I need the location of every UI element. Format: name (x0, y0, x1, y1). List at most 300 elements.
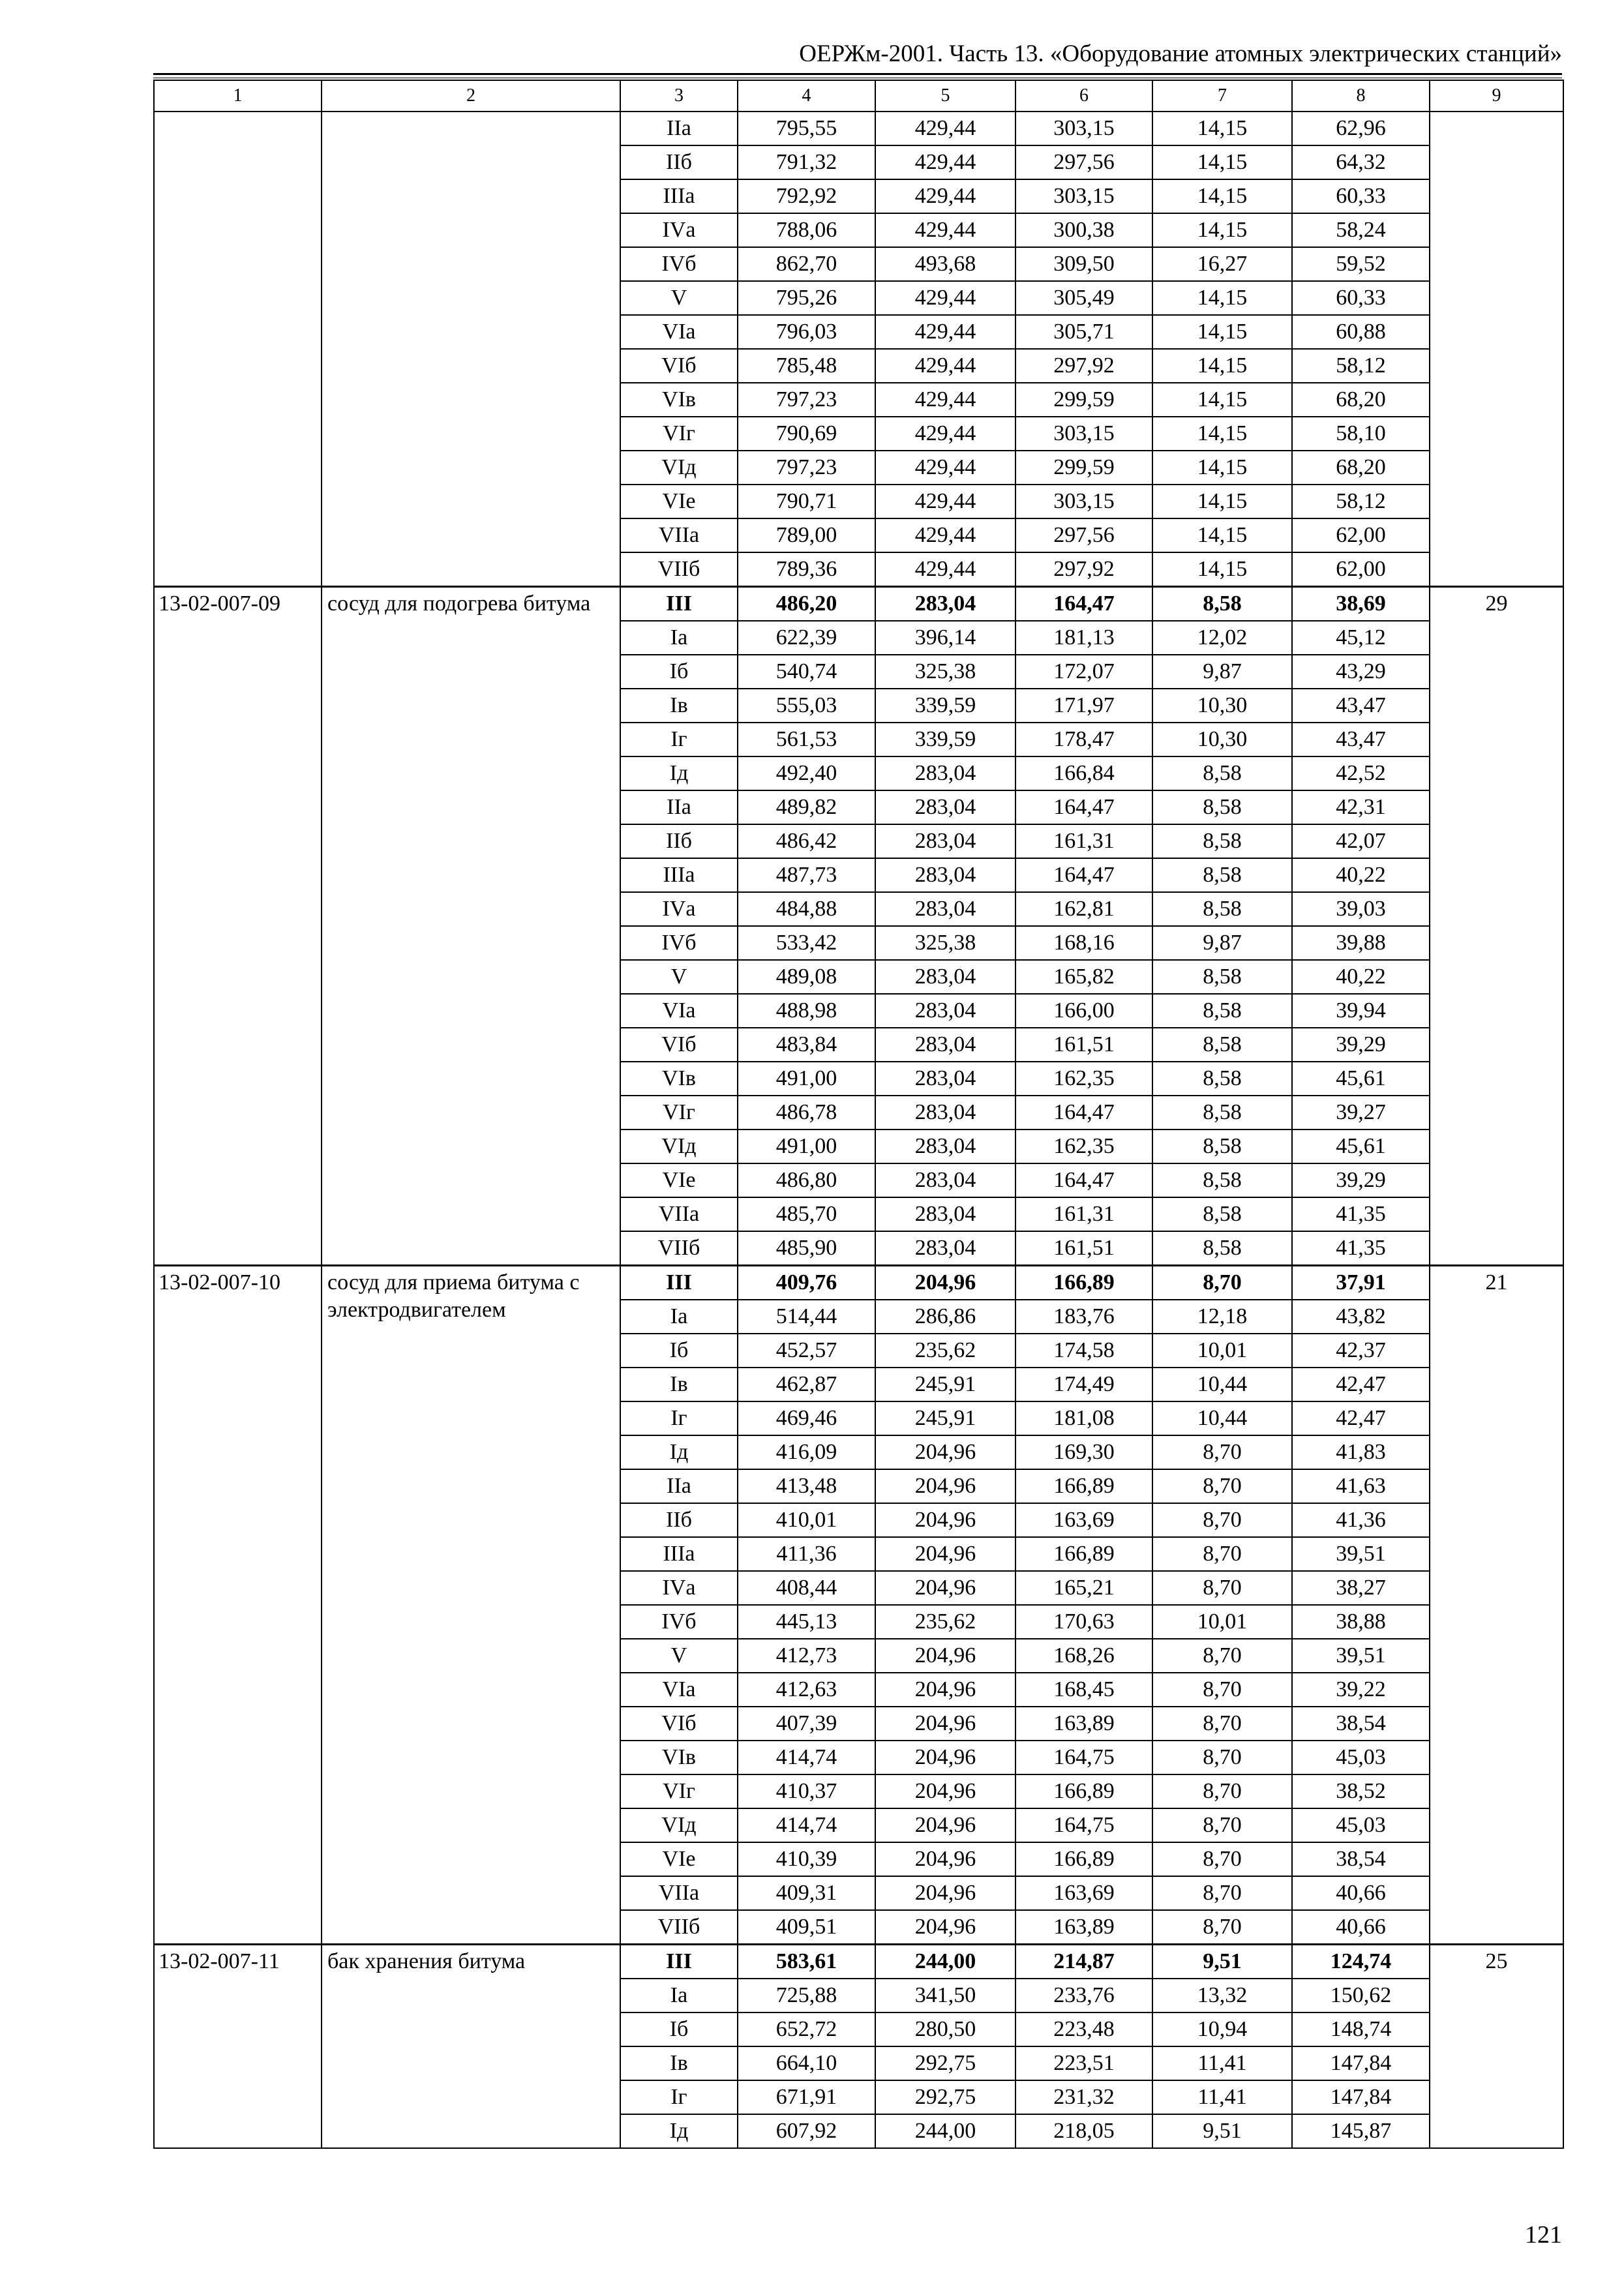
machine-labor-cell: 8,58 (1152, 1197, 1292, 1231)
zone-cell: VIв (620, 383, 738, 417)
zone-cell: VIг (620, 417, 738, 451)
price-table (153, 80, 1564, 2149)
total-cost-cell: 491,00 (738, 1062, 875, 1096)
total-cost-cell: 725,88 (738, 1979, 875, 2012)
total-cost-cell: 411,36 (738, 1537, 875, 1571)
machine-cost-cell: 164,47 (1015, 1163, 1152, 1197)
zone-cell: VIIа (620, 518, 738, 552)
materials-cost-cell: 147,84 (1292, 2080, 1430, 2114)
zone-cell: VIа (620, 1673, 738, 1707)
total-cost-cell: 408,44 (738, 1571, 875, 1605)
materials-cost-cell: 42,47 (1292, 1401, 1430, 1435)
machine-cost-cell: 303,15 (1015, 485, 1152, 518)
machine-cost-cell: 181,13 (1015, 621, 1152, 655)
zone-cell: Iб (620, 1334, 738, 1368)
labor-cost-cell: 235,62 (875, 1334, 1015, 1368)
materials-cost-cell: 58,24 (1292, 213, 1430, 247)
total-cost-cell: 789,00 (738, 518, 875, 552)
zone-cell: VIе (620, 1842, 738, 1876)
table-row (154, 1945, 1563, 1979)
machine-cost-cell: 163,69 (1015, 1503, 1152, 1537)
machine-labor-cell: 14,15 (1152, 485, 1292, 518)
materials-cost-cell: 39,27 (1292, 1096, 1430, 1130)
machine-cost-cell: 168,26 (1015, 1639, 1152, 1673)
total-cost-cell: 452,57 (738, 1334, 875, 1368)
labor-cost-cell: 204,96 (875, 1673, 1015, 1707)
total-cost-cell: 533,42 (738, 926, 875, 960)
labor-cost-cell: 283,04 (875, 1028, 1015, 1062)
labor-cost-cell: 283,04 (875, 1096, 1015, 1130)
materials-cost-cell: 42,52 (1292, 756, 1430, 790)
labor-cost-cell: 204,96 (875, 1571, 1015, 1605)
machine-labor-cell: 8,58 (1152, 1130, 1292, 1163)
total-cost-cell: 792,92 (738, 179, 875, 213)
zone-cell: Iб (620, 2012, 738, 2046)
zone-cell: VIа (620, 994, 738, 1028)
total-cost-cell: 492,40 (738, 756, 875, 790)
materials-cost-cell: 42,31 (1292, 790, 1430, 824)
labor-cost-cell: 292,75 (875, 2080, 1015, 2114)
zone-cell: IVб (620, 247, 738, 281)
zone-cell: IIб (620, 145, 738, 179)
total-cost-cell: 489,08 (738, 960, 875, 994)
zone-cell: IIIа (620, 1537, 738, 1571)
labor-cost-cell: 286,86 (875, 1300, 1015, 1334)
machine-cost-cell: 166,89 (1015, 1469, 1152, 1503)
machine-cost-cell: 174,49 (1015, 1368, 1152, 1401)
machine-labor-cell: 8,58 (1152, 1163, 1292, 1197)
total-cost-cell: 797,23 (738, 451, 875, 485)
total-cost-cell: 489,82 (738, 790, 875, 824)
labor-cost-cell: 244,00 (875, 1945, 1015, 1979)
zone-cell: Iг (620, 1401, 738, 1435)
materials-cost-cell: 45,03 (1292, 1741, 1430, 1774)
labor-cost-cell: 204,96 (875, 1435, 1015, 1469)
labor-cost-cell: 429,44 (875, 349, 1015, 383)
zone-cell: IVа (620, 1571, 738, 1605)
total-cost-cell: 796,03 (738, 315, 875, 349)
materials-cost-cell: 42,47 (1292, 1368, 1430, 1401)
total-cost-cell: 555,03 (738, 689, 875, 723)
zone-cell: IIIа (620, 179, 738, 213)
machine-labor-cell: 8,70 (1152, 1266, 1292, 1300)
machine-labor-cell: 8,58 (1152, 1028, 1292, 1062)
materials-cost-cell: 58,10 (1292, 417, 1430, 451)
machine-labor-cell: 14,15 (1152, 349, 1292, 383)
machine-labor-cell: 9,51 (1152, 1945, 1292, 1979)
zone-cell: Iа (620, 621, 738, 655)
total-cost-cell: 483,84 (738, 1028, 875, 1062)
table-row (154, 587, 1563, 621)
labor-cost-cell: 429,44 (875, 179, 1015, 213)
total-cost-cell: 410,37 (738, 1774, 875, 1808)
machine-cost-cell: 174,58 (1015, 1334, 1152, 1368)
materials-cost-cell: 38,52 (1292, 1774, 1430, 1808)
machine-cost-cell: 164,75 (1015, 1741, 1152, 1774)
labor-cost-cell: 283,04 (875, 1163, 1015, 1197)
total-cost-cell: 791,32 (738, 145, 875, 179)
machine-cost-cell: 166,00 (1015, 994, 1152, 1028)
materials-cost-cell: 38,54 (1292, 1707, 1430, 1741)
machine-cost-cell: 303,15 (1015, 417, 1152, 451)
materials-cost-cell: 39,51 (1292, 1639, 1430, 1673)
zone-cell: VIв (620, 1741, 738, 1774)
machine-labor-cell: 10,01 (1152, 1334, 1292, 1368)
total-cost-cell: 484,88 (738, 892, 875, 926)
materials-cost-cell: 150,62 (1292, 1979, 1430, 2012)
machine-labor-cell: 8,70 (1152, 1910, 1292, 1945)
machine-labor-cell: 14,15 (1152, 213, 1292, 247)
total-cost-cell: 789,36 (738, 552, 875, 587)
zone-cell: IIа (620, 112, 738, 145)
total-cost-cell: 622,39 (738, 621, 875, 655)
machine-labor-cell: 8,70 (1152, 1774, 1292, 1808)
materials-cost-cell: 68,20 (1292, 383, 1430, 417)
machine-cost-cell: 162,81 (1015, 892, 1152, 926)
zone-cell: VIб (620, 349, 738, 383)
materials-cost-cell: 38,54 (1292, 1842, 1430, 1876)
column-number-header: 1 (154, 80, 322, 112)
zone-cell: IIа (620, 790, 738, 824)
machine-labor-cell: 8,70 (1152, 1435, 1292, 1469)
labor-cost-cell: 204,96 (875, 1266, 1015, 1300)
machine-cost-cell: 164,47 (1015, 587, 1152, 621)
labor-cost-cell: 396,14 (875, 621, 1015, 655)
column-number-header: 5 (875, 80, 1015, 112)
machine-cost-cell: 168,45 (1015, 1673, 1152, 1707)
total-cost-cell: 412,73 (738, 1639, 875, 1673)
materials-cost-cell: 39,51 (1292, 1537, 1430, 1571)
labor-cost-cell: 493,68 (875, 247, 1015, 281)
materials-cost-cell: 64,32 (1292, 145, 1430, 179)
total-cost-cell: 514,44 (738, 1300, 875, 1334)
total-cost-cell: 540,74 (738, 655, 875, 689)
materials-cost-cell: 40,22 (1292, 960, 1430, 994)
machine-labor-cell: 14,15 (1152, 552, 1292, 587)
materials-cost-cell: 41,36 (1292, 1503, 1430, 1537)
labor-cost-cell: 235,62 (875, 1605, 1015, 1639)
machine-cost-cell: 305,49 (1015, 281, 1152, 315)
machine-labor-cell: 8,58 (1152, 587, 1292, 621)
machine-cost-cell: 181,08 (1015, 1401, 1152, 1435)
machine-cost-cell: 218,05 (1015, 2114, 1152, 2148)
labor-cost-cell: 325,38 (875, 655, 1015, 689)
machine-labor-cell: 14,15 (1152, 315, 1292, 349)
total-cost-cell: 413,48 (738, 1469, 875, 1503)
machine-cost-cell: 299,59 (1015, 383, 1152, 417)
machine-cost-cell: 214,87 (1015, 1945, 1152, 1979)
machine-cost-cell: 164,47 (1015, 790, 1152, 824)
materials-cost-cell: 145,87 (1292, 2114, 1430, 2148)
labor-cost-cell: 325,38 (875, 926, 1015, 960)
machine-labor-cell: 8,58 (1152, 790, 1292, 824)
machine-labor-cell: 10,01 (1152, 1605, 1292, 1639)
machine-cost-cell: 164,47 (1015, 858, 1152, 892)
labor-cost-cell: 204,96 (875, 1469, 1015, 1503)
machine-cost-cell: 164,75 (1015, 1808, 1152, 1842)
materials-cost-cell: 40,22 (1292, 858, 1430, 892)
total-cost-cell: 790,69 (738, 417, 875, 451)
table-row (154, 1266, 1563, 1300)
zone-cell: VIб (620, 1707, 738, 1741)
total-cost-cell: 485,70 (738, 1197, 875, 1231)
zone-cell: Iа (620, 1300, 738, 1334)
materials-cost-cell: 39,29 (1292, 1028, 1430, 1062)
materials-cost-cell: 39,88 (1292, 926, 1430, 960)
machine-cost-cell: 166,84 (1015, 756, 1152, 790)
labor-cost-cell: 204,96 (875, 1774, 1015, 1808)
labor-cost-cell: 204,96 (875, 1808, 1015, 1842)
col9-value: 29 (1430, 587, 1563, 1266)
machine-cost-cell: 162,35 (1015, 1062, 1152, 1096)
labor-cost-cell: 429,44 (875, 552, 1015, 587)
labor-cost-cell: 429,44 (875, 383, 1015, 417)
header-rule (153, 73, 1562, 75)
zone-cell: VIIб (620, 1231, 738, 1266)
labor-cost-cell: 292,75 (875, 2046, 1015, 2080)
materials-cost-cell: 60,88 (1292, 315, 1430, 349)
labor-cost-cell: 244,00 (875, 2114, 1015, 2148)
materials-cost-cell: 38,27 (1292, 1571, 1430, 1605)
machine-cost-cell: 166,89 (1015, 1537, 1152, 1571)
machine-cost-cell: 297,92 (1015, 552, 1152, 587)
machine-labor-cell: 10,30 (1152, 689, 1292, 723)
materials-cost-cell: 39,94 (1292, 994, 1430, 1028)
materials-cost-cell: 45,61 (1292, 1130, 1430, 1163)
machine-cost-cell: 303,15 (1015, 179, 1152, 213)
labor-cost-cell: 283,04 (875, 858, 1015, 892)
machine-cost-cell: 300,38 (1015, 213, 1152, 247)
machine-labor-cell: 8,58 (1152, 824, 1292, 858)
machine-cost-cell: 171,97 (1015, 689, 1152, 723)
labor-cost-cell: 429,44 (875, 485, 1015, 518)
machine-labor-cell: 14,15 (1152, 145, 1292, 179)
total-cost-cell: 795,55 (738, 112, 875, 145)
total-cost-cell: 410,01 (738, 1503, 875, 1537)
zone-cell: VIе (620, 1163, 738, 1197)
zone-cell: IVб (620, 926, 738, 960)
machine-cost-cell: 165,82 (1015, 960, 1152, 994)
machine-cost-cell: 170,63 (1015, 1605, 1152, 1639)
machine-labor-cell: 8,58 (1152, 892, 1292, 926)
labor-cost-cell: 429,44 (875, 281, 1015, 315)
column-number-header: 9 (1430, 80, 1563, 112)
machine-labor-cell: 8,70 (1152, 1808, 1292, 1842)
machine-labor-cell: 14,15 (1152, 518, 1292, 552)
materials-cost-cell: 38,88 (1292, 1605, 1430, 1639)
table-row (154, 112, 1563, 145)
zone-cell: V (620, 281, 738, 315)
total-cost-cell: 445,13 (738, 1605, 875, 1639)
zone-cell: Iг (620, 723, 738, 756)
labor-cost-cell: 339,59 (875, 689, 1015, 723)
zone-cell: Iг (620, 2080, 738, 2114)
materials-cost-cell: 58,12 (1292, 485, 1430, 518)
materials-cost-cell: 45,03 (1292, 1808, 1430, 1842)
labor-cost-cell: 341,50 (875, 1979, 1015, 2012)
total-cost-cell: 409,76 (738, 1266, 875, 1300)
materials-cost-cell: 39,22 (1292, 1673, 1430, 1707)
zone-cell: VIг (620, 1774, 738, 1808)
labor-cost-cell: 429,44 (875, 213, 1015, 247)
item-name: сосуд для подогрева битума (322, 587, 620, 1266)
zone-cell: V (620, 1639, 738, 1673)
labor-cost-cell: 204,96 (875, 1741, 1015, 1774)
total-cost-cell: 486,20 (738, 587, 875, 621)
materials-cost-cell: 60,33 (1292, 281, 1430, 315)
column-number-header: 3 (620, 80, 738, 112)
materials-cost-cell: 41,35 (1292, 1231, 1430, 1266)
labor-cost-cell: 429,44 (875, 451, 1015, 485)
machine-labor-cell: 8,58 (1152, 1231, 1292, 1266)
machine-cost-cell: 168,16 (1015, 926, 1152, 960)
total-cost-cell: 795,26 (738, 281, 875, 315)
zone-cell: VIд (620, 451, 738, 485)
labor-cost-cell: 283,04 (875, 1130, 1015, 1163)
total-cost-cell: 488,98 (738, 994, 875, 1028)
machine-cost-cell: 183,76 (1015, 1300, 1152, 1334)
machine-cost-cell: 165,21 (1015, 1571, 1152, 1605)
zone-cell: III (620, 1945, 738, 1979)
machine-cost-cell: 166,89 (1015, 1842, 1152, 1876)
item-name: сосуд для приема битума с электродвигателем (322, 1266, 620, 1945)
machine-cost-cell: 309,50 (1015, 247, 1152, 281)
zone-cell: IIа (620, 1469, 738, 1503)
machine-labor-cell: 16,27 (1152, 247, 1292, 281)
machine-labor-cell: 13,32 (1152, 1979, 1292, 2012)
total-cost-cell: 414,74 (738, 1808, 875, 1842)
machine-labor-cell: 12,02 (1152, 621, 1292, 655)
materials-cost-cell: 41,83 (1292, 1435, 1430, 1469)
machine-labor-cell: 8,70 (1152, 1469, 1292, 1503)
item-code: 13-02-007-09 (154, 587, 322, 1266)
zone-cell: IIб (620, 824, 738, 858)
machine-labor-cell: 14,15 (1152, 179, 1292, 213)
machine-cost-cell: 161,31 (1015, 1197, 1152, 1231)
labor-cost-cell: 429,44 (875, 315, 1015, 349)
labor-cost-cell: 204,96 (875, 1503, 1015, 1537)
zone-cell: VIе (620, 485, 738, 518)
zone-cell: Iд (620, 1435, 738, 1469)
zone-cell: VIIб (620, 552, 738, 587)
materials-cost-cell: 39,29 (1292, 1163, 1430, 1197)
total-cost-cell: 414,74 (738, 1741, 875, 1774)
machine-labor-cell: 8,70 (1152, 1707, 1292, 1741)
item-code: 13-02-007-11 (154, 1945, 322, 2149)
labor-cost-cell: 283,04 (875, 1197, 1015, 1231)
materials-cost-cell: 58,12 (1292, 349, 1430, 383)
machine-cost-cell: 178,47 (1015, 723, 1152, 756)
labor-cost-cell: 283,04 (875, 587, 1015, 621)
machine-cost-cell: 166,89 (1015, 1774, 1152, 1808)
machine-labor-cell: 8,70 (1152, 1571, 1292, 1605)
zone-cell: VIд (620, 1808, 738, 1842)
materials-cost-cell: 40,66 (1292, 1876, 1430, 1910)
col9-value: 21 (1430, 1266, 1563, 1945)
materials-cost-cell: 68,20 (1292, 451, 1430, 485)
total-cost-cell: 409,31 (738, 1876, 875, 1910)
zone-cell: III (620, 587, 738, 621)
materials-cost-cell: 45,61 (1292, 1062, 1430, 1096)
machine-cost-cell: 297,56 (1015, 145, 1152, 179)
zone-cell: VIд (620, 1130, 738, 1163)
machine-labor-cell: 8,58 (1152, 1096, 1292, 1130)
total-cost-cell: 485,90 (738, 1231, 875, 1266)
machine-labor-cell: 8,70 (1152, 1741, 1292, 1774)
zone-cell: IVб (620, 1605, 738, 1639)
machine-cost-cell: 166,89 (1015, 1266, 1152, 1300)
total-cost-cell: 486,42 (738, 824, 875, 858)
materials-cost-cell: 37,91 (1292, 1266, 1430, 1300)
labor-cost-cell: 245,91 (875, 1401, 1015, 1435)
machine-labor-cell: 8,70 (1152, 1537, 1292, 1571)
materials-cost-cell: 40,66 (1292, 1910, 1430, 1945)
labor-cost-cell: 283,04 (875, 790, 1015, 824)
labor-cost-cell: 429,44 (875, 145, 1015, 179)
zone-cell: Iв (620, 689, 738, 723)
machine-cost-cell: 297,56 (1015, 518, 1152, 552)
machine-cost-cell: 297,92 (1015, 349, 1152, 383)
machine-labor-cell: 14,15 (1152, 281, 1292, 315)
total-cost-cell: 491,00 (738, 1130, 875, 1163)
zone-cell: VIа (620, 315, 738, 349)
machine-cost-cell: 299,59 (1015, 451, 1152, 485)
labor-cost-cell: 429,44 (875, 417, 1015, 451)
machine-cost-cell: 303,15 (1015, 112, 1152, 145)
total-cost-cell: 561,53 (738, 723, 875, 756)
labor-cost-cell: 204,96 (875, 1707, 1015, 1741)
zone-cell: IVа (620, 892, 738, 926)
total-cost-cell: 862,70 (738, 247, 875, 281)
materials-cost-cell: 38,69 (1292, 587, 1430, 621)
column-number-header: 8 (1292, 80, 1430, 112)
machine-labor-cell: 14,15 (1152, 112, 1292, 145)
machine-labor-cell: 9,87 (1152, 655, 1292, 689)
labor-cost-cell: 283,04 (875, 756, 1015, 790)
machine-labor-cell: 8,58 (1152, 960, 1292, 994)
zone-cell: VIIб (620, 1910, 738, 1945)
machine-labor-cell: 9,51 (1152, 2114, 1292, 2148)
machine-cost-cell: 169,30 (1015, 1435, 1152, 1469)
materials-cost-cell: 62,96 (1292, 112, 1430, 145)
zone-cell: Iв (620, 1368, 738, 1401)
machine-cost-cell: 163,89 (1015, 1910, 1152, 1945)
zone-cell: VIIа (620, 1876, 738, 1910)
labor-cost-cell: 283,04 (875, 960, 1015, 994)
machine-labor-cell: 10,44 (1152, 1401, 1292, 1435)
total-cost-cell: 462,87 (738, 1368, 875, 1401)
machine-labor-cell: 8,70 (1152, 1842, 1292, 1876)
machine-cost-cell: 305,71 (1015, 315, 1152, 349)
total-cost-cell: 469,46 (738, 1401, 875, 1435)
zone-cell: Iв (620, 2046, 738, 2080)
machine-cost-cell: 163,89 (1015, 1707, 1152, 1741)
machine-labor-cell: 11,41 (1152, 2080, 1292, 2114)
machine-labor-cell: 8,58 (1152, 1062, 1292, 1096)
machine-labor-cell: 8,58 (1152, 858, 1292, 892)
materials-cost-cell: 62,00 (1292, 518, 1430, 552)
total-cost-cell: 407,39 (738, 1707, 875, 1741)
column-number-row (154, 80, 1563, 112)
machine-labor-cell: 8,70 (1152, 1673, 1292, 1707)
materials-cost-cell: 59,52 (1292, 247, 1430, 281)
labor-cost-cell: 283,04 (875, 994, 1015, 1028)
materials-cost-cell: 39,03 (1292, 892, 1430, 926)
total-cost-cell: 664,10 (738, 2046, 875, 2080)
machine-labor-cell: 10,94 (1152, 2012, 1292, 2046)
machine-labor-cell: 8,70 (1152, 1876, 1292, 1910)
labor-cost-cell: 204,96 (875, 1537, 1015, 1571)
